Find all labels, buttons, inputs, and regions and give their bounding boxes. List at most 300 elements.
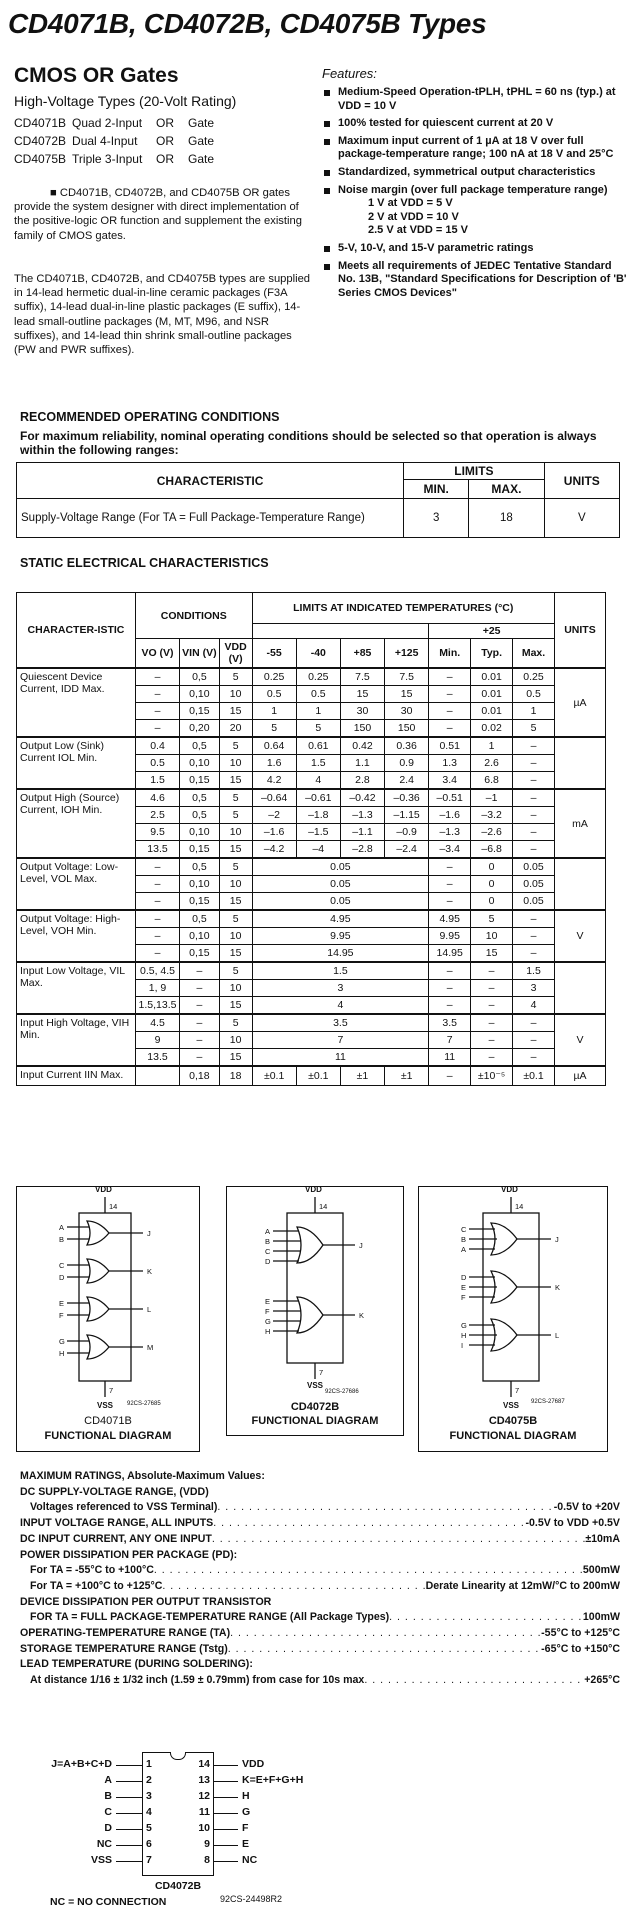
leader-dots [389, 1610, 583, 1626]
static-cell: 4.5 [135, 1014, 179, 1032]
static-header-conditions: CONDITIONS [135, 593, 252, 639]
static-span-cell: 9.95 [252, 928, 429, 945]
static-cell: – [429, 668, 471, 686]
svg-text:D: D [461, 1273, 467, 1282]
static-cell: 5 [219, 807, 252, 824]
roc-note: For maximum reliability, nominal operating conditions should be selected so that operation is always within the following ranges: [20, 429, 597, 457]
static-cell: 0.25 [252, 668, 296, 686]
static-cell: 1.5 [513, 962, 555, 980]
static-cell: 15 [219, 893, 252, 911]
pin-lead [214, 1861, 238, 1862]
svg-text:F: F [59, 1311, 64, 1320]
static-units [554, 737, 605, 789]
static-cell: –1.8 [296, 807, 340, 824]
static-cell: ±0.1 [252, 1066, 296, 1086]
static-cell: 0.64 [252, 737, 296, 755]
static-cell: 10 [219, 755, 252, 772]
pin-lead [116, 1845, 142, 1846]
table-row [17, 737, 606, 755]
rating-label: INPUT VOLTAGE RANGE, ALL INPUTS [20, 1517, 214, 1530]
pin-number-right: 10 [198, 1822, 210, 1834]
static-header-temp: -40 [296, 639, 340, 669]
diagram-cd4072b [226, 1186, 404, 1436]
static-units: mA [554, 789, 605, 858]
leader-dots [228, 1642, 541, 1658]
static-cell: 0,10 [180, 686, 220, 703]
rating-label: For TA = +100°C to +125°C [30, 1579, 163, 1592]
rating-row [20, 1469, 620, 1485]
static-cell: 0.51 [429, 737, 471, 755]
svg-text:7: 7 [319, 1368, 324, 1377]
svg-text:D: D [265, 1257, 271, 1266]
static-span-cell: 0.05 [252, 893, 429, 911]
diagram-cd4071b-schematic [17, 1187, 199, 1413]
pin-lead [214, 1765, 238, 1766]
chip-notch [170, 1752, 186, 1760]
diagram-code: 92CS-27685 [127, 1401, 161, 1407]
static-cell: – [471, 1014, 513, 1032]
pin-lead [116, 1765, 142, 1766]
static-header-25: +25 [429, 624, 555, 639]
vdd-label: VDD [95, 1185, 112, 1194]
static-cell: 2.8 [340, 772, 384, 790]
diagram-cd4075b-schematic [419, 1187, 607, 1413]
static-cell: – [180, 997, 220, 1015]
pin-number-right: 9 [204, 1838, 210, 1850]
static-cell: –1.5 [296, 824, 340, 841]
pin-number-right: 11 [198, 1806, 210, 1818]
static-cell: ±10⁻⁵ [471, 1066, 513, 1086]
static-cell: 0.36 [385, 737, 429, 755]
rating-label: STORAGE TEMPERATURE RANGE (Tstg) [20, 1642, 228, 1655]
intro-paragraph-1: ■ CD4071B, CD4072B, and CD4075B OR gates provide the system designer with direct implementation of the positive-logic OR function and supplement the existing family of CMOS gates. [14, 187, 302, 242]
static-cell: 10 [219, 980, 252, 997]
pin-lead [214, 1797, 238, 1798]
static-header-temp: Min. [429, 639, 471, 669]
static-cell: –2.8 [340, 841, 384, 859]
static-cell: 5 [513, 720, 555, 738]
type-cell: CD4075B [14, 152, 67, 166]
static-cell: 0,18 [180, 1066, 220, 1086]
static-cell: ±1 [385, 1066, 429, 1086]
static-cell: 1.6 [252, 755, 296, 772]
static-cell: 5 [252, 720, 296, 738]
leader-dots [162, 1579, 425, 1595]
static-cell: 0,15 [180, 841, 220, 859]
rating-row [20, 1595, 620, 1611]
static-cell: 4.95 [429, 910, 471, 928]
static-cell: – [513, 755, 555, 772]
svg-text:H: H [265, 1327, 271, 1336]
static-span-cell: 0.05 [252, 858, 429, 876]
type-cell: Gate [188, 134, 215, 148]
static-cell: –2.6 [471, 824, 513, 841]
static-cell: 5 [219, 668, 252, 686]
static-cell: 0.25 [513, 668, 555, 686]
static-span-cell: 3.5 [252, 1014, 429, 1032]
static-cell: 18 [219, 1066, 252, 1086]
static-cell: 4.2 [252, 772, 296, 790]
static-cell: 0.9 [385, 755, 429, 772]
static-cell: 0,5 [180, 910, 220, 928]
static-cell: 20 [219, 720, 252, 738]
svg-text:K: K [359, 1311, 365, 1320]
rating-row [20, 1563, 620, 1579]
diagram-part: CD4071B [84, 1415, 132, 1427]
pin-label-left: J=A+B+C+D [51, 1758, 112, 1770]
static-cell: 150 [385, 720, 429, 738]
type-cell: OR [156, 152, 175, 166]
svg-text:F: F [461, 1293, 466, 1302]
static-cell: 0,15 [180, 703, 220, 720]
static-cell: 15 [219, 841, 252, 859]
rating-row [20, 1485, 620, 1501]
static-cell: – [471, 1032, 513, 1049]
static-cell: 0 [471, 876, 513, 893]
pin-number-left: 1 [146, 1758, 152, 1770]
pin-label-right: NC [242, 1854, 258, 1866]
static-cell: – [135, 876, 179, 893]
static-cell: 0.25 [296, 668, 340, 686]
type-row [14, 151, 220, 169]
static-cell: 15 [219, 703, 252, 720]
noise-line: 2 V at VDD = 10 V [368, 210, 459, 223]
static-cell: 0.5, 4.5 [135, 962, 179, 980]
table-row [17, 668, 606, 686]
static-cell: 0,5 [180, 807, 220, 824]
svg-text:M: M [147, 1343, 154, 1352]
svg-text:J: J [147, 1229, 151, 1238]
static-header-temp: +85 [340, 639, 384, 669]
static-cell: – [429, 703, 471, 720]
svg-text:A: A [265, 1227, 271, 1236]
types-table [14, 115, 220, 169]
static-span-cell: 3 [252, 980, 429, 997]
static-cell: –0.36 [385, 789, 429, 807]
feature-item: Maximum input current of 1 µA at 18 V over full package-temperature range; 100 nA at 18 V and 25°C [322, 135, 627, 162]
static-cell: – [180, 980, 220, 997]
static-cell: – [429, 858, 471, 876]
static-cell: –1.1 [340, 824, 384, 841]
leader-dots [212, 1532, 585, 1548]
static-cell: 1 [513, 703, 555, 720]
static-cell: 0,10 [180, 928, 220, 945]
static-cell: ±0.1 [513, 1066, 555, 1086]
static-cell: 1.5 [296, 755, 340, 772]
static-cell: 30 [340, 703, 384, 720]
static-cell: 0 [471, 858, 513, 876]
pinout-chip-name: CD4072B [154, 1880, 202, 1892]
static-cell: 0.01 [471, 703, 513, 720]
static-cell: 0.42 [340, 737, 384, 755]
rating-value: -65°C to +150°C [541, 1642, 620, 1655]
table-row [17, 962, 606, 980]
rating-label: POWER DISSIPATION PER PACKAGE (PD): [20, 1548, 238, 1561]
static-cell: –0.64 [252, 789, 296, 807]
roc-cell: V [544, 499, 619, 538]
roc-title: RECOMMENDED OPERATING CONDITIONS [20, 410, 280, 424]
diagram-cd4071b [16, 1186, 200, 1452]
static-cell: – [513, 824, 555, 841]
static-cell: –1.6 [429, 807, 471, 824]
rating-label: Voltages referenced to VSS Terminal) [30, 1501, 218, 1514]
rating-row [20, 1579, 620, 1595]
static-cell: –0.9 [385, 824, 429, 841]
static-cell: 5 [219, 737, 252, 755]
static-label: Output Voltage: High-Level, VOH Min. [17, 910, 136, 962]
rating-row [20, 1548, 620, 1564]
static-label: Input High Voltage, VIH Min. [17, 1014, 136, 1066]
leader-dots [154, 1563, 583, 1579]
static-cell: 1, 9 [135, 980, 179, 997]
pin-label-left: NC [96, 1838, 112, 1850]
static-cell: 6.8 [471, 772, 513, 790]
static-span-cell: 14.95 [252, 945, 429, 963]
static-cell: 14.95 [429, 945, 471, 963]
static-cell: 2.4 [385, 772, 429, 790]
static-cell: – [135, 668, 179, 686]
type-cell: Dual 4-Input [72, 134, 138, 148]
svg-text:B: B [265, 1237, 271, 1246]
pin-number-left: 5 [146, 1822, 152, 1834]
static-cell: – [513, 1014, 555, 1032]
static-cell: – [429, 962, 471, 980]
static-cell: – [180, 1049, 220, 1067]
type-row [14, 133, 220, 151]
diagram-caption: FUNCTIONAL DIAGRAM [44, 1430, 172, 1442]
static-header-vin: VIN (V) [180, 639, 220, 669]
static-cell: 5 [219, 858, 252, 876]
pin-lead [116, 1861, 142, 1862]
diagram-caption: FUNCTIONAL DIAGRAM [251, 1415, 379, 1427]
static-cell: – [429, 720, 471, 738]
pin-number-left: 2 [146, 1774, 152, 1786]
svg-text:14: 14 [319, 1202, 328, 1211]
static-cell: 9 [135, 1032, 179, 1049]
static-cell: 0 [471, 893, 513, 911]
static-title: STATIC ELECTRICAL CHARACTERISTICS [20, 556, 269, 570]
pin-lead [116, 1829, 142, 1830]
static-cell: –3.4 [429, 841, 471, 859]
static-cell: – [135, 858, 179, 876]
svg-text:F: F [265, 1307, 270, 1316]
static-cell: 4 [296, 772, 340, 790]
svg-text:A: A [59, 1223, 65, 1232]
type-row [14, 115, 220, 133]
type-cell: Triple 3-Input [72, 152, 143, 166]
diagram-caption: FUNCTIONAL DIAGRAM [449, 1430, 577, 1442]
svg-text:C: C [265, 1247, 271, 1256]
static-cell: ±0.1 [296, 1066, 340, 1086]
static-cell: 1.5 [135, 772, 179, 790]
static-cell: 0.02 [471, 720, 513, 738]
static-cell: – [429, 980, 471, 997]
static-cell: –2 [252, 807, 296, 824]
static-cell: 4.6 [135, 789, 179, 807]
static-cell: – [513, 928, 555, 945]
static-cell: 0.05 [513, 876, 555, 893]
static-units: V [554, 910, 605, 962]
roc-cell: 18 [469, 499, 544, 538]
static-header-temp: Typ. [471, 639, 513, 669]
static-label: Input Low Voltage, VIL Max. [17, 962, 136, 1014]
static-cell: 7 [429, 1032, 471, 1049]
vss-label: VSS [307, 1381, 324, 1390]
static-cell: – [135, 720, 179, 738]
static-cell: – [429, 997, 471, 1015]
static-cell: 0.5 [296, 686, 340, 703]
pin-lead [214, 1813, 238, 1814]
static-cell: 0,10 [180, 824, 220, 841]
rating-row [20, 1626, 620, 1642]
static-cell: – [513, 772, 555, 790]
feature-item: 100% tested for quiescent current at 20 V [322, 117, 627, 131]
static-cell: –2.4 [385, 841, 429, 859]
svg-text:L: L [147, 1305, 152, 1314]
svg-text:7: 7 [515, 1386, 520, 1395]
static-cell: 150 [340, 720, 384, 738]
page-title: CD4071B, CD4072B, CD4075B Types [8, 8, 487, 39]
static-cell: 1 [252, 703, 296, 720]
pinout-code: 92CS-24498R2 [220, 1894, 283, 1904]
static-cell: 10 [219, 1032, 252, 1049]
vss-label: VSS [97, 1401, 114, 1410]
static-cell: –0.42 [340, 789, 384, 807]
roc-header-max: MAX. [469, 480, 544, 499]
rating-value: -55°C to +125°C [541, 1627, 620, 1640]
static-cell: 15 [385, 686, 429, 703]
leader-dots [230, 1626, 541, 1642]
static-cell: 0,5 [180, 858, 220, 876]
rating-label: FOR TA = FULL PACKAGE-TEMPERATURE RANGE (All Package Types) [30, 1611, 390, 1624]
static-cell: 0.05 [513, 858, 555, 876]
type-cell: Quad 2-Input [72, 116, 143, 130]
roc-table [16, 462, 620, 538]
static-units: µA [554, 1066, 605, 1086]
diagram-part: CD4075B [488, 1415, 538, 1427]
static-cell: 0,10 [180, 755, 220, 772]
rating-row [20, 1610, 620, 1626]
static-cell: 0,15 [180, 893, 220, 911]
svg-text:B: B [461, 1235, 467, 1244]
static-cell: – [429, 686, 471, 703]
static-cell: 7.5 [340, 668, 384, 686]
static-cell: –1.6 [252, 824, 296, 841]
rating-value: Derate Linearity at 12mW/°C to 200mW [425, 1579, 620, 1592]
static-cell: –6.8 [471, 841, 513, 859]
static-label: Output High (Source) Current, IOH Min. [17, 789, 136, 858]
static-cell: 0.05 [513, 893, 555, 911]
static-cell: 10 [219, 928, 252, 945]
static-cell: 0.5 [252, 686, 296, 703]
feature-item: 5-V, 10-V, and 15-V parametric ratings [322, 242, 627, 256]
pin-number-right: 8 [204, 1854, 210, 1866]
static-cell: 5 [296, 720, 340, 738]
svg-text:A: A [461, 1245, 467, 1254]
static-span-cell: 4 [252, 997, 429, 1015]
static-table [16, 592, 606, 1086]
table-row [17, 1014, 606, 1032]
diagram-part: CD4072B [290, 1401, 340, 1413]
static-header-units: UNITS [554, 593, 605, 669]
static-label: Output Low (Sink) Current IOL Min. [17, 737, 136, 789]
pin-label-left: A [104, 1774, 112, 1786]
static-cell: 1.3 [429, 755, 471, 772]
static-span-cell: 0.05 [252, 876, 429, 893]
pin-number-left: 7 [146, 1854, 152, 1866]
static-cell: –0.51 [429, 789, 471, 807]
svg-text:G: G [461, 1321, 467, 1330]
rating-label: DC INPUT CURRENT, ANY ONE INPUT [20, 1532, 212, 1545]
svg-text:K: K [147, 1267, 153, 1276]
svg-text:14: 14 [515, 1202, 524, 1211]
rating-value: ±10mA [585, 1532, 620, 1545]
noise-line: 1 V at VDD = 5 V [368, 197, 453, 210]
static-cell: 5 [471, 910, 513, 928]
static-cell: 11 [429, 1049, 471, 1067]
roc-header-units: UNITS [544, 463, 619, 499]
svg-text:G: G [265, 1317, 271, 1326]
intro-paragraph-2: The CD4071B, CD4072B, and CD4075B types are supplied in 14-lead hermetic dual-in-line ceramic packages (F3A suffix), 14-lead dual-in-line plastic packages (E suffix), 14-lead small-outline packages (M, MT, M96, and NSR suffixes), and 14-lead thin shrink small-outline packages (PW and PWR suffixes). [14, 273, 311, 357]
pin-label-right: F [242, 1822, 249, 1834]
table-row [17, 910, 606, 928]
svg-text:14: 14 [109, 1202, 118, 1211]
static-cell: 0,20 [180, 720, 220, 738]
static-cell: 9.5 [135, 824, 179, 841]
static-cell: 0.5 [135, 755, 179, 772]
pin-label-left: C [104, 1806, 112, 1818]
static-cell: 13.5 [135, 841, 179, 859]
static-cell: 2.6 [471, 755, 513, 772]
static-cell: – [429, 893, 471, 911]
static-cell: – [135, 928, 179, 945]
static-cell: – [513, 1049, 555, 1067]
static-cell: –1.3 [429, 824, 471, 841]
static-cell: 15 [219, 772, 252, 790]
rating-row [20, 1642, 620, 1658]
static-cell: –4.2 [252, 841, 296, 859]
features-heading: Features: [322, 66, 377, 81]
svg-text:E: E [461, 1283, 467, 1292]
svg-text:E: E [265, 1297, 271, 1306]
svg-text:C: C [59, 1261, 65, 1270]
svg-text:L: L [555, 1331, 560, 1340]
pin-number-left: 6 [146, 1838, 152, 1850]
rating-value: 500mW [582, 1564, 620, 1577]
rating-value: -0.5V to +20V [553, 1501, 620, 1514]
pin-label-right: VDD [242, 1758, 265, 1770]
static-cell: ±1 [340, 1066, 384, 1086]
static-cell: 0,5 [180, 737, 220, 755]
static-cell: – [513, 807, 555, 824]
static-cell: 5 [219, 910, 252, 928]
static-cell: 2.5 [135, 807, 179, 824]
static-cell: – [135, 686, 179, 703]
static-cell: 0.5 [513, 686, 555, 703]
pin-number-right: 12 [198, 1790, 210, 1802]
static-cell: – [135, 910, 179, 928]
static-cell: 7.5 [385, 668, 429, 686]
svg-text:E: E [59, 1299, 65, 1308]
roc-header-limits: LIMITS [404, 463, 544, 480]
static-cell: 3.4 [429, 772, 471, 790]
pin-label-left: D [104, 1822, 112, 1834]
leader-dots [217, 1500, 553, 1516]
static-cell: – [513, 910, 555, 928]
static-cell: 1.5,13.5 [135, 997, 179, 1015]
pin-lead [214, 1845, 238, 1846]
static-cell: 10 [219, 686, 252, 703]
